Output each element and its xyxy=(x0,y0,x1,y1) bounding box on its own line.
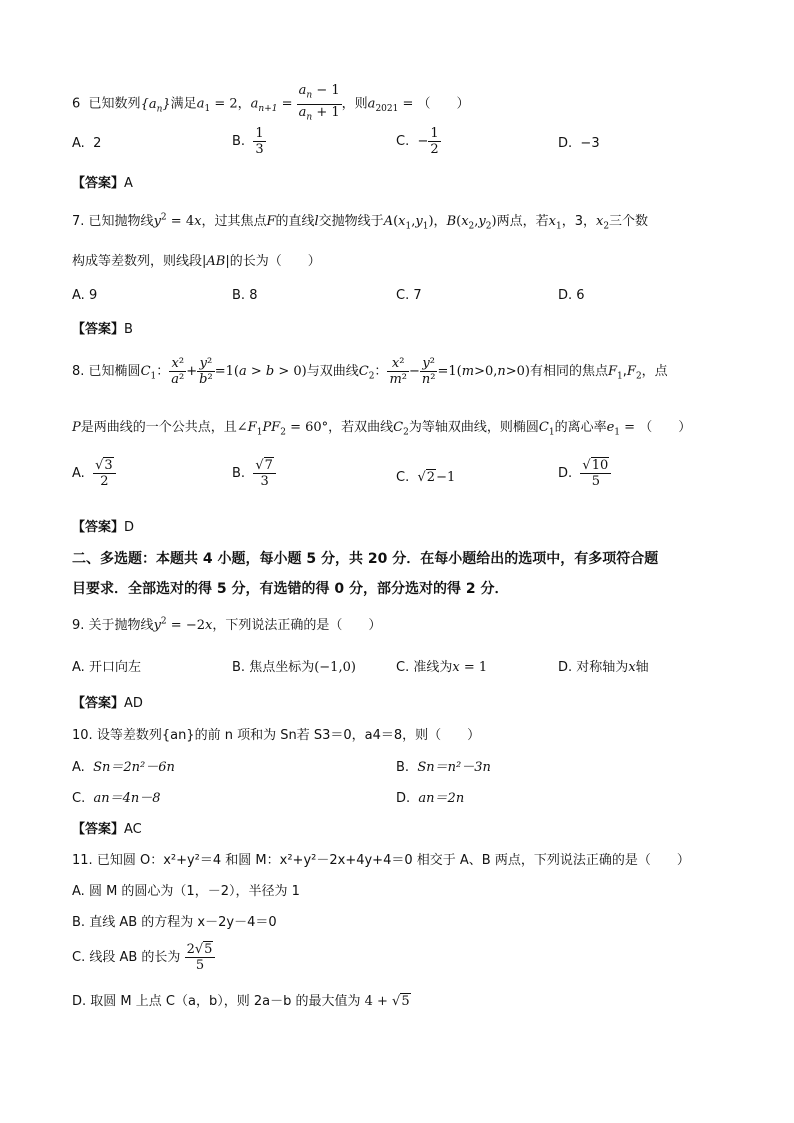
q11-option-d: D. 取圆 M 上点 C（a，b），则 2a－b 的最大值为 4 + √5 xyxy=(72,994,410,1009)
q8-option-c: C. √2−1 xyxy=(396,470,456,485)
q9-option-a: A. 开口向左 xyxy=(72,660,141,675)
q11-option-b: B. 直线 AB 的方程为 x－2y－4＝0 xyxy=(72,915,277,930)
section2-heading-line1: 二、多选题：本题共 4 小题，每小题 5 分，共 20 分．在每小题给出的选项中，有多项符合题 xyxy=(72,551,659,567)
q8-option-d: D. $\frac{√10}{5}$ xyxy=(558,458,611,489)
q9-option-b: B. 焦点坐标为(−1,0) xyxy=(232,660,356,675)
q9-option-d: D. 对称轴为x轴 xyxy=(558,660,649,675)
section2-heading-line2: 目要求．全部选对的得 5 分，有选错的得 0 分，部分选对的得 2 分． xyxy=(72,581,509,597)
q9-option-c: C. 准线为x = 1 xyxy=(396,660,488,675)
q7-option-b: B. 8 xyxy=(232,288,258,303)
q8-stem-line2: P是两曲线的一个公共点，且$\angle F_1PF_2 = 60^\circ$，若双曲线$C_2$为等轴双曲线，则椭圆$C_1$的离心率$e_1$ = （ ） xyxy=(72,420,692,438)
q7-answer: 【答案】B xyxy=(72,322,133,337)
q6-stem: 6 已知数列$\{a_n\}$满足$a_1 = 2$，$a_{n+1}$ = $\frac{a_n - 1}{a_n + 1}$ ，则$a_{2021}$ = （ ） xyxy=(72,83,470,123)
q7-option-a: A. 9 xyxy=(72,288,98,303)
q11-option-c: C. 线段 AB 的长为 $\frac{2√5}{5}$ xyxy=(72,942,215,973)
q8-answer: 【答案】D xyxy=(72,520,135,535)
q7-stem-line2: 构成等差数列，则线段|AB|的长为（ ） xyxy=(72,254,321,269)
q8-stem-line1: 8. 已知椭圆$C_1$： $\frac{\text{x²}}{\text{a²}}$ + $\frac{\text{y²}}{\text{b²}}$ =1(a > b > 0)与双曲线$C_2$： $\frac{\text{x²}}{\text{m²}}$ − $\frac{\text{y²}}{\text{n²}}$ =1(m>0,n>0)有相同的焦点$F_1,F_2$，点 xyxy=(72,356,668,387)
q9-stem: 9. 关于抛物线$y^2 = -2x$，下列说法正确的是（ ） xyxy=(72,616,382,633)
q11-option-a: A. 圆 M 的圆心为（1，－2），半径为 1 xyxy=(72,884,300,899)
q6-option-d: D. −3 xyxy=(558,136,600,151)
q10-option-c: C. an＝4n－8 xyxy=(72,791,161,806)
q10-answer: 【答案】AC xyxy=(72,822,142,837)
q7-option-c: C. 7 xyxy=(396,288,422,303)
q6-answer: 【答案】A xyxy=(72,176,133,191)
q10-option-a: A. Sn＝2n²－6n xyxy=(72,760,175,775)
q6-option-a: A. 2 xyxy=(72,136,102,151)
q6-option-b: B. $\frac{1}{3}$ xyxy=(232,126,264,157)
q6-option-c: C. − $\frac{1}{2}$ xyxy=(396,126,439,157)
q9-answer: 【答案】AD xyxy=(72,696,143,711)
q10-option-b: B. Sn＝n²－3n xyxy=(396,760,491,775)
q11-stem: 11. 已知圆 O：x²+y²＝4 和圆 M：x²+y²－2x+4y+4＝0 相交于 A、B 两点，下列说法正确的是（ ） xyxy=(72,853,690,868)
q7-option-d: D. 6 xyxy=(558,288,585,303)
q10-option-d: D. an＝2n xyxy=(396,791,465,806)
q7-stem-line1: 7. 已知抛物线$y^2 = 4x$，过其焦点F的直线l交抛物线于$A(x_1,y_1)$，$B(x_2,y_2)$两点，若$x_1$，3，$x_2$三个数 xyxy=(72,212,649,232)
q8-option-a: A. $\frac{√3}{2}$ xyxy=(72,458,116,489)
q8-option-b: B. $\frac{√7}{3}$ xyxy=(232,458,276,489)
q10-stem: 10. 设等差数列{an}的前 n 项和为 Sn若 S3＝0，a4＝8，则（ ） xyxy=(72,728,481,743)
